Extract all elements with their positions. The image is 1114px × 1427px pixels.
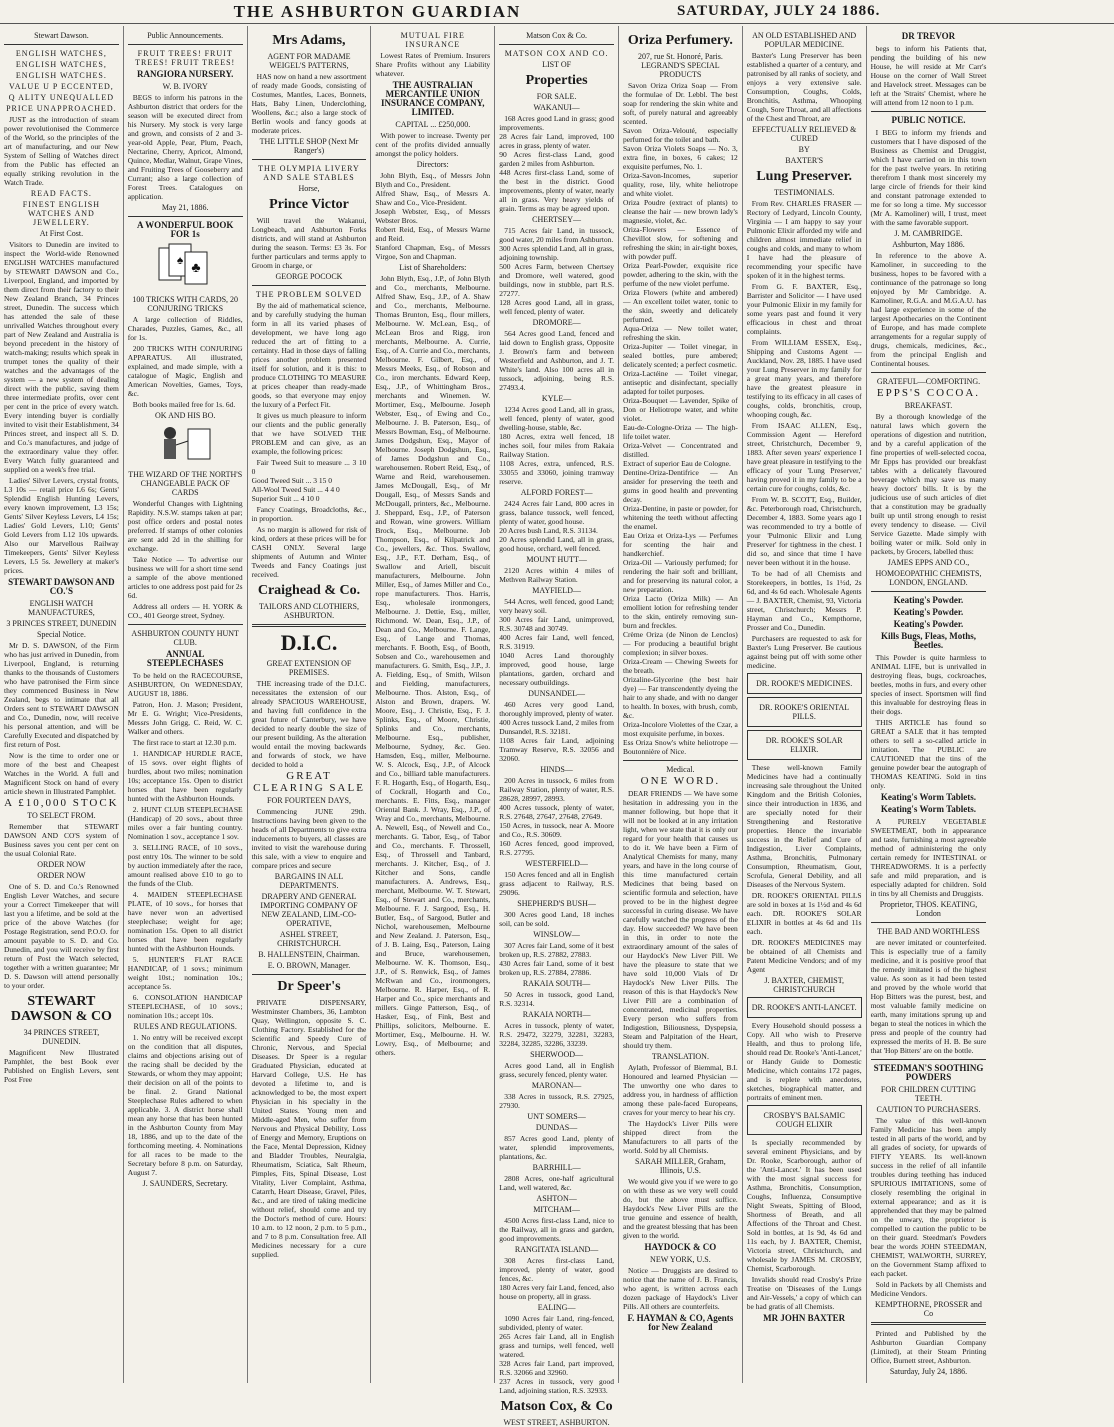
ad-heading: ASHBURTON COUNTY HUNT CLUB. xyxy=(131,629,239,647)
column-8 xyxy=(867,26,991,1383)
ad-subheading: FOR SALE. xyxy=(536,92,577,101)
ad-heading: CLEARING SALE xyxy=(253,782,365,794)
district-heading: RANGITATA ISLAND— xyxy=(514,1245,599,1254)
district-heading: WINSLOW— xyxy=(533,930,580,939)
paragraph: In reference to the above A. Kamoliner, in succeeding to the business, hopes to be favored with a continuance of the patronage so long enjoyed by Mr Cambridge. A. Kamoliner, R.G.A. and M.G.A.U. has had large experience in some of the largest Apothecaries on the Continent of Europe, and has made complete arrangements for a regular supply of drugs, chemicals, medicines, &c., from the principal English and Continental houses. xyxy=(870,251,987,368)
ad-heading: GREAT xyxy=(286,770,332,782)
ad-signature: SARAH MILLER, Graham, Illinois, U.S. xyxy=(635,1157,726,1175)
paragraph: THIS ARTICLE has found so GREAT a SALE that it has tempted others to sell a so-called article in imitation. The PUBLIC are CAUTIONED that the tins of the genuine powder bear the autograph of THOMAS KEATING. Sold in tins only. xyxy=(870,718,987,790)
paragraph: Commencing JUNE 29th. Instructions having been given to the heads of all Departments to give extra inducements to buyers, all classes are invited to visit the warehouse during this sale, with a view to enquire and compare prices and secure xyxy=(251,807,367,870)
paragraph: A PURELY VEGETABLE SWEETMEAT, both in appearance and taste, furnishing a most agreeable method of administering the only certain remedy for INTESTINAL or THREADWORMS. It is a perfectly safe and mild preparation, and is especially adapted for children. Sold in tins by all Chemists and Druggists. xyxy=(870,817,987,898)
paragraph: Invalids should read Crosby's Prize Treatise on 'Diseases of the Lungs and Air-Vessels,' a copy of which can be had gratis of all Chemists. xyxy=(746,1275,862,1311)
paragraph: HAS now on hand a new assortment of ready made Goods, consisting of Costumes, Mantles, Laces, Bonnets, Hats, Baby Linen, Underclothing, Woollens, &c.; also a large stock of Berlin wools and fancy goods at moderate prices. xyxy=(251,72,367,135)
ad-heading: PUBLIC NOTICE. xyxy=(891,115,966,125)
ad-subheading: EFFECTUALLY RELIEVED & CURED xyxy=(752,125,857,143)
ad-subheading: TO SELECT FROM. xyxy=(27,811,96,820)
ad-heading: A £10,000 STOCK xyxy=(4,797,119,809)
ad-heading: MATSON COX AND CO. xyxy=(504,49,609,58)
col5-heading: Matson Cox & Co. xyxy=(526,31,588,40)
paragraph: Address all orders — H. YORK & CO., 401 George street, Sydney. xyxy=(127,602,243,620)
ad-heading: ORDER NOW xyxy=(37,860,86,869)
paragraph: Mr D. S. DAWSON, of the Firm who has just arrived in Dunedin, from Liverpool, England, is returning thanks to the thousands of Customers who have patronised the Firm since they commenced Business in New Zealand, begs to intimate that all Orders sent to STEWART DAWSON and Co., Dunedin, now, will receive his personal attention, and will be Carefully Executed and dispatched by first return of Post. xyxy=(4,641,119,749)
ad-subheading: CAPITAL ... £250,000. xyxy=(395,120,471,129)
ad-heading: Special Notice. xyxy=(36,630,86,639)
ad-heading: Prince Victor xyxy=(269,197,349,212)
property-list: 2120 Acres within 4 miles of Methven Railway Station. xyxy=(499,566,614,584)
paragraph: THE increasing trade of the D.I.C. necessitates the extension of our already SPACIOUS WAREHOUSE, and having full confidence in the great future of Canterbury, we have decided to nearly double the size of our present building. As the alteration would entail the moving backwards and forwards of stock, we have decided to hold a xyxy=(251,679,367,769)
ad-heading: STEEDMAN'S SOOTHING POWDERS xyxy=(873,1063,984,1082)
paragraph: 5. HUNTER'S FLAT RACE HANDICAP, of 1 sovs.; minimum weight 10st.; nomination 10s.; acceptance 5s. xyxy=(127,955,243,991)
col2-heading: Public Announcements. xyxy=(147,31,224,40)
product-list: Savon Oriza Oriza Soap — From the formulae of Dr. Lebbl. The best soap for rendering the skin white and soft, of purely natural and agreeably scented. Savon Oriza-Velouté, especially perfumed for the toilet and bath. Savon Oriza Violets Soaps — No. 3, extra fine, in boxes, 6 cakes; 12 exquisite perfumes, No. 1. Oriza-Savon-Incomes, superior quality, rose, lily, white heliotrope and white violet. Oriza Poudre (extract of plants) to cleanse the hair — new brown lady's magnesie, violet, &c. Oriza-Flowers — Essence of Chevillot slow, for softening and refreshing the skin; in air-tight boxes, with powder puff. Oriza Pearl-Powder, exquisite rice powder, adhering to the skin, with the perfume of the new violet perfume. Oriza Flowers (white and ambered) — An excellent toilet water, tonic to the skin, sweetly and delicately perfumed. Aqua-Oriza — New toilet water, refreshing the skin. Oriza-Jupiter — Toilet vinegar, in sealed bottles, pure ambered; delicately scented; a perfect cosmetic. Oriza-Lactéine — Toilet vinegar, antiseptic and disinfectant, specially adapted for toilet purposes. Oriza-Bouquet — Lavender, Spike of Don or Heliotrope water, and white violet. Eau-de-Cologne-Oriza — The high-life toilet water. Oriza-Velvet — Concentrated and distilled. Extract of superior Eau de Cologne. Dentine-Oriza-Dentifrice — An ansider for preserving the teeth and gums in good health and preventing decay. Oriza-Dentine, in paste or powder, for whitening the teeth without affecting the enamel. Eau Oriza et Oriza-Lys — Perfumes for scenting the hair and handkerchief. Oriza-Oil — Variously perfumed; for rendering the hair soft and brilliant, and for preserving its natural color, a new preparation. Oriza Lacto (Oriza Milk) — An emollient lotion for refreshing tender to the skin, entirely removing sun-burn and freckles. Crème Oriza (de Ninon de Lenclos) — For producing a beautiful bright complexion; in silver boxes. Oriza-Cream — Chewing Sweets for the breath. Orizaline-Glycerine (the best hair dye) — Far transcendently dyeing the hair to any shade, and with no danger to health. In boxes, with brush, comb, &c. Oriza-Incolore Violettes of the Czar, a most exquisite perfume, in boxes. Ess Oriza Snow's white heliotrope — Boutonnière of Nice. xyxy=(622,81,738,756)
paragraph: Baxter's Lung Preserver has been established a quarter of a century, and patronised by all ranks of society, and enjoys a very extensive sale. Consumption, Coughs, Colds, Bronchitis, Asthma, Whooping Cough, Sore Throat, and all affections of the Chest and Throat, are xyxy=(746,51,862,123)
ad-address: 3 PRINCES STREET, DUNEDIN xyxy=(6,619,117,628)
district-heading: SHERWOOD— xyxy=(530,1050,584,1059)
ad-signature: KEMPTHORNE, PROSSER and Co xyxy=(875,1300,982,1318)
paragraph: 1. No entry will be received except on the condition that all disputes, claims and objections arising out of the racing shall be decided by the Stewards, or whom they may appoint; their decision on all of the points to be final. 2. Grand National Steeplechase Rules adhered to when applicable. 3. A district horse shall mean any horse that has been hunted in the Ashburton County from May 18, 1886, and up to the date of the forthcoming meeting. 4. Nominations for all races to be made to the Secretary before 8 p.m. on Saturday, August 7. xyxy=(127,1033,243,1177)
paragraph: These well-known Family Medicines have had a continually increasing sale throughout the United Kingdom and the British Colonies, since their introduction in 1836, and are specially noted for their Strengthening and Restorative properties. Hence the invariable success in the Relief and Cure of Indigestion, Liver Complaints, Asthma, Bronchitis, Pulmonary Consumption, Rheumatism, Gout, Scrofula, General Debility, and all Diseases of the Nervous System. xyxy=(746,763,862,889)
property-list: Acres good Land, all in English grass, securely fenced, plenty water. xyxy=(499,1061,614,1079)
paragraph: 1. HANDICAP HURDLE RACE, of 15 sovs. over eight flights of hurdles, about two miles; nomination 10s; acceptance 15s. Open to district horses that have been regularly hunted with the Ashburton Hounds. xyxy=(127,749,243,803)
column-4 xyxy=(371,26,495,1383)
col1-line: ENGLISH WATCHES, xyxy=(15,60,107,69)
ad-subheading: Directors: xyxy=(416,160,449,169)
ad-heading: Keating's Worm Tablets. xyxy=(880,792,977,802)
ad-signature: Proprietor, THOS. KEATING, London xyxy=(879,900,978,918)
ad-heading: Dr Speer's xyxy=(277,979,341,994)
column-6 xyxy=(619,26,743,1383)
ad-heading: STEWART DAWSON AND CO.'S xyxy=(8,577,115,596)
paragraph: From G. F. BAXTER, Esq., Barrister and Solicitor — I have used your Pulmonic Elixir in my family for some years past and found it very efficacious in chest and throat complaints. xyxy=(746,282,862,336)
ad-heading: Keating's Worm Tablets. xyxy=(880,804,977,814)
ad-subheading: TESTIMONIALS. xyxy=(774,188,835,197)
ad-heading: ONE WORD. xyxy=(640,775,721,787)
ad-heading: MUTUAL FIRE INSURANCE xyxy=(400,31,465,49)
district-heading: WAKANUI— xyxy=(533,103,580,112)
district-heading: WESTERFIELD— xyxy=(525,859,588,868)
col1-line: PRICE UNAPPROACHED. xyxy=(6,104,117,113)
ad-address: HOMOEOPATHIC CHEMISTS, LONDON, ENGLAND. xyxy=(875,569,982,587)
property-list: 168 Acres good Land in grass; good improvements. 28 Acres fair Land, improved, 100 acres in grass, plenty of water. 90 Acres first-class Land, good garden 2 miles from Ashburton. 448 Acres first-class Land, some of the best in the district. Good improvements, plenty of water, nearly all in grass. Very heavy yields of grain. Terms as may be agreed upon. xyxy=(499,114,614,213)
issue-date: SATURDAY, JULY 24 1886. xyxy=(676,3,881,19)
property-list: 460 Acres very good Land, thoroughly improved, plenty of water. 400 Acres tussock Land, 2 miles from Dunsandel, R.S. 32181. 1108 Acres fair Land, adjoining Tramway Reserve, R.S. 32056 and 32060. xyxy=(499,700,614,763)
rooke-box xyxy=(747,697,862,727)
ad-heading: DR TREVOR xyxy=(901,31,956,41)
paragraph: Now is the time to order one or more of the best and Cheapest Watches in the World. A full and Magnificent Stock on hand of every article shewn in Illustrated Pamphlet. xyxy=(4,751,119,796)
property-list: 1234 Acres good Land, all in grass, well fenced, plenty of water, good dwelling-house, stable, &c. 180 Acres, extra well fenced, 18 inches soil, four miles from Rakaia Railway Station. 1108 Acres, extra, unfenced, R.S. 33055 and 33060, joining tramway reserve. xyxy=(499,405,614,486)
ad-subheading: LIST OF xyxy=(542,60,572,69)
ad-heading: Oriza Perfumery. xyxy=(627,33,733,48)
district-heading: UNT SOMERS— xyxy=(527,1112,586,1121)
paragraph: DR. ROOKE'S ORIENTAL PILLS are sold in boxes at 1s 1½d and 4s 6d each. DR. ROOKE'S SOLAR ELIXIR in bottles at 4s 6d and 11s each. xyxy=(746,891,862,936)
property-list: 1090 Acres fair Land, ring-fenced, subdivided, plenty of water. 265 Acres fair Land, all in English grass and turnips, well fenced, well watered. 328 Acres fair Land, part improved, R.S. 32066 and 32960. 237 Acres in tussock, very good Land, adjoining station, R.S. 32933. xyxy=(499,1314,614,1395)
property-list: 857 Acres good Land, plenty of water, splendid improvements, plantations, &c. xyxy=(499,1134,614,1161)
paragraph: This Powder is quite harmless to ANIMAL LIFE, but is unrivalled in destroying fleas, bugs, cockroaches, beetles, moths in furs, and every other species of insect. Sportsmen will find this invaluable for destroying fleas in their dogs. xyxy=(870,653,987,716)
property-list: 564 Acres good Land, fenced and laid down to English grass, Opposite J. Brown's farm and between Westerfield and Ashburton, and J. T. White's land. Also 100 acres all in tussock, adjoining, being R.S. 27493.4. xyxy=(499,329,614,392)
district-heading: MOUNT HUTT— xyxy=(526,555,587,564)
paragraph: Is specially recommended by several eminent Physicians, and by Dr. Rooke, Scarborough, author of the 'Anti-Lancet.' It has been used with the most signal success for Asthma, Bronchitis, Consumption, Coughs, Influenza, Consumptive Night Sweats, Spitting of Blood, Shortness of Breath, and all Affections of the Throat and Chest. Sold in bottles, at 1s 9d, 4s 6d and 11s each, by J. BAXTER, Chemist, Victoria street, Christchurch, and wholesale by JAMES M. CROSBY, Chemist, Scarborough. xyxy=(746,1138,862,1273)
col1-line: ENGLISH WATCHES, xyxy=(15,49,107,58)
price-list: Fair Tweed Suit to measure ... 3 10 0 Good Tweed Suit ... 3 15 0 All-Wool Tweed Suit ... 4 4 0 Superior Suit ... 4 10 0 xyxy=(251,458,367,503)
paragraph: It gives us much pleasure to inform our clients and the public generally that we have SOLVED THE PROBLEM and can give, as an example, the following prices: xyxy=(251,411,367,456)
ad-signature: J. SAUNDERS, Secretary. xyxy=(142,1179,228,1188)
directors-list: John Blyth, Esq., of Messrs John Blyth and Co., President. Alfred Shaw, Esq., of Messrs A. Shaw and Co., Vice-President. Joseph Webster, Esq., of Messrs Webster Bros. Robert Reid, Esq., of Messrs Warne and Reid. Stanford Chapman, Esq., of Messrs Virgoe, Son and Chapman. xyxy=(375,171,491,261)
ad-subheading: ENGLISH WATCH MANUFACTURES, xyxy=(28,599,95,617)
ad-signature: MR JOHN BAXTER xyxy=(763,1313,846,1323)
col1-heading: READ FACTS. xyxy=(30,189,92,198)
column-7 xyxy=(743,26,867,1383)
paragraph: From W. B. SCOTT, Esq., Builder, &c. Peterborough road, Christchurch, December 4, 1883. Some years ago I was recommended to try a bottle of your 'Pulmonic Elixir and Lung Preserver' for tightness in the chest. I did so, and since that time I have never been without it in the house. xyxy=(746,495,862,567)
paragraph: From Rev. CHARLES FRASER — Rectory of Ledyard, Lincoln County, Virginia — I am happy to say your Pulmonic Elixir afforded my wife and children almost immediate relief in coughs and colds, and many to whom I have had the pleasure of recommending your specific have spoken of it in the highest terms. xyxy=(746,199,862,280)
col1-line: ENGLISH WATCHES. xyxy=(15,71,107,80)
paragraph: are never imitated or counterfeited. This is especially true of a family medicine, and it is positive proof that the remedy imitated is of the highest value. As soon as it had been tested and proved by the whole world that Hop Bitters was the purest, best, and most valuable family medicine on earth, many imitations sprung up and began to steal the notices in which the press and people of the country had expressed the merits of H. B. Be sure that 'Hop Bitters' are on the bottle. xyxy=(870,938,987,1055)
district-heading: MAYFIELD— xyxy=(532,586,581,595)
ad-heading: RULES AND REGULATIONS. xyxy=(133,1022,237,1031)
paragraph: Lowest Rates of Premium. Insurers Share Profits without any Liability whatever. xyxy=(375,51,491,78)
ad-heading: GRATEFUL—COMFORTING. xyxy=(876,377,981,386)
paragraph: We would give you if we were to go on with these as we very well could do, but the above must suffice. Haydock's New Liver Pills are the true genuine and essence of health, and the greatest blessing that has been given to the world. xyxy=(622,1177,738,1240)
ad-heading: ORDER NOW xyxy=(37,871,86,880)
paragraph: Patron, Hon. J. Mason; President, Mr E. G. Wright; Vice-Presidents, Messrs John Grigg, C. Reid, W. C. Walker and others. xyxy=(127,700,243,736)
paragraph: Remember that STEWART DAWSON AND CO'S system of Business saves you cent per cent on the usual Colonial Rate. xyxy=(4,822,119,858)
paragraph: 4. MAIDEN STEEPLECHASE PLATE, of 10 sovs., for horses that have never won an advertised steeplechase; weight for age; nomination 15s. Open to all district horses that have been regularly hunted with the Ashburton Hounds. xyxy=(127,890,243,953)
paragraph: 200 TRICKS WITH CONJURING APPARATUS. All illustrated, explained, and made simple, with a catalogue of Magic, English and American Novelties, Games, Toys, &c. xyxy=(127,344,243,398)
svg-text:♣: ♣ xyxy=(191,261,201,276)
property-list: 308 Acres first-class Land, improved, plenty of water, good fences, &c. 180 Acres very fair Land, fenced, also house on property, all in grass. xyxy=(499,1256,614,1301)
column-2 xyxy=(124,26,248,1383)
ad-heading: Keating's Powder. xyxy=(893,619,964,629)
ad-heading: Keating's Powder. xyxy=(893,595,964,605)
paragraph: The first race to start at 12.30 p.m. xyxy=(132,738,237,747)
ad-address: 34 PRINCES STREET, DUNEDIN. xyxy=(23,1028,100,1046)
ad-address: WEST STREET, ASHBURTON. xyxy=(503,1418,610,1427)
paragraph: JUST as the introduction of steam power revolutionised the Commerce of the World, so the principles of the art of manufacturing, and our New System of Selling of Watches direct from the Public has effected an equally striking revolution in the Watch Trade. xyxy=(4,115,119,187)
ad-heading: THE OLYMPIA LIVERY AND SALE STABLES xyxy=(258,164,360,182)
paragraph: The value of this well-known Family Medicine has been amply tested in all parts of the world, and by all grades of society, for upwards of FIFTY YEARS. Its well-known success in the relief of all infantile troubles during teething has induced SPURIOUS IMITATIONS, some of closely resembling the original in external appearance; and as it is apprehended that they may be palmed on the unwary, the proprietor is compelled to caution the public to be on their guard. Steedman's Powders bear the words JOHN STEEDMAN, CHEMIST, WALWORTH, SURREY, on the Government Stamp affixed to each packet. xyxy=(870,1116,987,1278)
ad-date: Ashburton, May 1886. xyxy=(892,240,965,249)
ad-heading: DR. ROOKE'S SOLAR ELIXIR. xyxy=(765,736,843,754)
ad-heading: Craighead & Co. xyxy=(257,583,361,598)
ad-subheading: BY xyxy=(798,145,810,154)
ad-heading: CROSBY'S BALSAMIC COUGH ELIXIR xyxy=(763,1111,845,1129)
paragraph: Purchasers are requested to ask for Baxter's Lung Preserver. Be cautious against being put off with some other medicine. xyxy=(746,634,862,670)
district-heading: RAKAIA NORTH— xyxy=(522,1010,591,1019)
property-list: 2808 Acres, one-half agricultural Land, well watered, &c. xyxy=(499,1174,614,1192)
ad-subheading: 100 TRICKS WITH CARDS, 20 CONJURING TRICKS xyxy=(132,295,239,313)
paragraph: Every Household should possess a Copy. All who wish to Preserve Health, and thus to prolong life, should read Dr. Rooke's 'Anti-Lancet,' or Handy Guide to Domestic Medicine, which contains 172 pages, and is replete with anecdotes, sketches, biographical matter, and portraits of eminent men. xyxy=(746,1021,862,1102)
ad-subheading: BAXTER'S xyxy=(785,156,824,165)
ad-signature: F. HAYMAN & CO, Agents for New Zealand xyxy=(627,1313,734,1332)
shareholders-list: John Blyth, Esq., J.P., of John Blyth and Co., merchants, Melbourne. Alfred Shaw, Esq., J.P., of A. Shaw and Co., merchants, Melbourne. Thomas Brunton, Esq., flour millers, Melbourne. W. McLean, Esq., of McLean Bros and Rigg, iron merchants, Melbourne. A. Currie, Esq., of A. Currie and Co., merchants, Melbourne. F. Gilbert, Esq., of Messrs Meeks, Esq., of Robson and Co., iron merchants. Edward Keep, Esq., J.P., of Whittingham Bros., merchants and Winemen. W. Mortimer, Esq., Melbourne. Joseph Webster, Esq., of Ewing and Co., Melbourne. J. B. Paterson, Esq., of Messrs Bowman, Esq., of Melbourne. James Dodgshun, Esq., Mayor of Melbourne. Joseph Dodgshun, Esq., of James Dodgshun and Co., warehousemen. Robert Reid, Esq., of Warne and Reid, warehousemen. James McDougall, Esq., of Mr Dougall, Esq., of Messrs Sands and McDougall, printers, &c., Melbourne. J. Sheppard, Esq., J.P., of Paterson and Rowan, wine growers. William Brock, Esq., Melbourne. Job Thompson, Esq., of Kilpatrick and Co., jewellers, &c. Thos. Swallow, Esq., J.P., F.T. Derham, Esq., of Swallow and Ariell, biscuit manufacturers, Melbourne. John Miller, Esq., of James Miller and Co., rope manufacturers. Thos. Harris, Esq., wholesale ironmongers, Melbourne. J. Dettie, Esq., miller, Richmond. W. Dean, Esq., J.P., of Dean and Co., Melbourne. F. Lange, Esq., of Lange and Thomas, merchants. F. Booth, Esq., of Booth, Sobsen and Co., warehousemen and manufacturers. G. Smith, Esq., J.P., J. A. Fielding, Esq., of Smith, Wilson and Fielding, manufacturers, Melbourne. Thos. Alston, Esq., of Alston and Brown, drapers. W. Moore, Esq., J. Christie, Esq., F. J. Splinks, Esq., of Moore, Christie, Splinks and Co., merchants, Melbourne. Esq., publisher, Melbourne, Sydney, &c. Geo. Hamsden, Esq., miller, Melbourne. W. S. Alcock, Esq., J.P., of Alcock and Co., billiard table manufacturers. F. R. Hogarth, Esq., of Hogarth, Esq., of Cockrall, Hogarth and Co., merchants. E. Fitts, Esq., manager Oriental Bank. J. Wray, Esq., J.P., of Wray and Co., merchants, Melbourne. A. Newell, Esq., of Newell and Co., merchants. G. Tabor, Esq., of Tabor and Co., merchants. F. Throssell, Esq., of Throssell and Tanbard, merchants. J. Kitcher, Esq., of J. Kitcher and Sons, candle manufacturers. A. Andrews, Esq., merchant, Melbourne. W. T. Stewart, Esq., of Stewart and Co., merchants, Melbourne. F. J. Sargood, Esq., H. Butler, Esq., of Sargood, Butler and Nichol, warehousemen, Melbourne and New Zealand. J. Paterson, Esq., of J. B. Laing, Esq., Paterson, Laing and Bruce, warehousemen, Melbourne. W. K. Thomson, Esq., J.P., of S. Renwick, Esq., of James McRwan and Co., ironmongers, Melbourne. R. Harper, Esq., of R. Harper and Co., spice merchants and millers. Ginge Patterson, Esq., of Hasker, Esq., of Fink, Best and Phillips, solicitors, Melbourne. E. Mortimer, Esq., Melbourne. H. W. Lowry, Esq., of Melbourne; and others. xyxy=(375,274,491,1057)
property-list: 544 Acres, well fenced, good Land; very heavy soil. 300 Acres fair Land, unimproved, R.S. 30748 and 30749. 400 Acres fair Land, well fenced, R.S. 31919. 1040 Acres Land thoroughly improved, good house, large plantations, garden, orchard and necessary outbuildings. xyxy=(499,597,614,687)
ad-heading: A WONDERFUL BOOK FOR 1s xyxy=(137,220,234,239)
rooke-box xyxy=(747,673,862,694)
paragraph: begs to inform his Patients that, pending the building of his new House, he will reside at Mr Carr's House on the corner of Wall Street and Havelock street. Messages can be left at the 'Straits' Chemist, where he will attend from 12 noon to 1 p.m. xyxy=(870,44,987,107)
ad-heading: DR. ROOKE'S MEDICINES. xyxy=(756,679,853,688)
ad-heading: AN OLD ESTABLISHED AND POPULAR MEDICINE. xyxy=(752,31,857,49)
ad-heading: FRUIT TREES! FRUIT TREES! FRUIT TREES! xyxy=(135,49,236,67)
crosby-box xyxy=(747,1105,862,1135)
column-3 xyxy=(248,26,372,1383)
ad-subheading: BARGAINS IN ALL DEPARTMENTS. xyxy=(274,872,344,890)
ad-heading: Lung Preserver. xyxy=(756,169,852,184)
ad-address: NEW YORK, U.S. xyxy=(650,1255,711,1264)
ad-subheading: GREAT EXTENSION OF PREMISES. xyxy=(266,659,352,677)
ad-heading: THE AUSTRALIAN MERCANTILE UNION INSURANCE COMPANY, LIMITED. xyxy=(381,80,485,117)
paragraph: BEGS to inform his patrons in the Ashburton district that orders for the season will be executed direct from his Nursery. My stock is very large and grown, and consists of 2 and 3-year-old Apple, Pear, Plum, Peach, Nectarine, Cherry, Apricot, Almond, Quince, Medlar, Walnut, Grape Vines, and Fruiting Trees of Gooseberry and Currant; also a large collection of Forest Trees. Catalogues on application. xyxy=(127,93,243,201)
wizard-illustration xyxy=(128,423,243,467)
ad-heading: Mrs Adams, xyxy=(272,33,346,48)
ad-signature: GEORGE POCOCK xyxy=(275,272,343,281)
paragraph: Wonderful Changes with Lightning Rapidity. N.S.W. stamps taken at par; post office orders and postal notes preferred. If stamps of other colonies are sent add 2d in the shilling for exchange. xyxy=(127,499,243,553)
ad-subheading: BREAKFAST. xyxy=(904,401,953,410)
wizard-figure-icon xyxy=(150,423,220,467)
ad-subheading: W. B. IVORY xyxy=(162,82,208,91)
district-heading: DROMORE— xyxy=(532,318,581,327)
ad-subheading: CAUTION TO PURCHASERS. xyxy=(876,1105,981,1114)
paragraph: By a thorough knowledge of the natural laws which govern the operations of digestion and nutrition, and by a careful application of the fine properties of well-selected cocoa, Mr Epps has provided our breakfast tables with a delicately flavoured beverage which may save us many heavy doctors' bills. It is by the judicious use of such articles of diet that a constitution may be gradually built up until strong enough to resist every tendency to disease. — Civil Service Gazette. Made simply with boiling water or milk. Sold only in packets, by Grocers, labelled thus: xyxy=(870,412,987,556)
district-heading: DUNDAS— xyxy=(535,1123,578,1132)
property-list: 2424 Acres fair Land, 800 acres in grass, balance tussock, well fenced, plenty of water, good house. 20 Acres bush Land, R.S. 31134. 20 Acres splendid Land, all in grass, good house, orchard, well fenced. xyxy=(499,499,614,553)
paragraph: Take Notice — To advertise our business we will for a short time send a sample of the above mentioned articles to one address post paid for 2s 6d. xyxy=(127,555,243,600)
ad-heading: ANNUAL STEEPLECHASES xyxy=(146,649,224,668)
section-heading: Medical. xyxy=(666,765,695,774)
district-heading: CHERTSEY— xyxy=(532,215,582,224)
paragraph: Fancy Coatings, Broadcloths, &c., in proportion. xyxy=(251,505,367,523)
ad-subheading: FOR FOURTEEN DAYS, xyxy=(267,796,351,805)
paragraph: To be had of all Chemists and Storekeepers, in bottles, 1s 1½d, 2s 6d, and 4s 6d each. Wholesale Agents — J. BAXTER, Chemist, 93, Victoria street, Christchurch; Messrs P. Hayman and Co., Kempthorne, Prosser and Co., Dunedin. xyxy=(746,569,862,632)
property-list: 200 Acres in tussock, 6 miles from Railway Station, plenty of water, R.S. 28628, 28997, 28993. 400 Acres tussock, plenty of water, R.S. 27648, 27647, 27648, 27649. 150 Acres, in tussock, near A. Moore and Co., R.S. 30609. 160 Acres fenced, good improved, R.S. 27795. xyxy=(499,776,614,857)
card-illustration xyxy=(128,242,243,292)
ad-heading: THE PROBLEM SOLVED xyxy=(255,290,363,299)
ad-heading: Properties xyxy=(525,73,588,88)
paragraph: By the aid of mathematical science, and by carefully studying the human form in all its varied phases of development, we have long ago reduced the art of fitting to a certainty. Had in those days of falling prices another problem presented itself for solution, and it is this: to produce CLOTHING TO MEASURE at prices cheaper than ready-made goods, so that everyone may enjoy the luxury of a Perfect Fit. xyxy=(251,301,367,409)
paragraph: 3. SELLING RACE, of 10 sovs., post entry 10s. The winner to be sold by auction immediately after the race, amount realised above £10 to go to the funds of the Club. xyxy=(127,843,243,888)
ad-heading: DR. ROOKE'S ANTI-LANCET. xyxy=(751,1003,857,1012)
ad-heading: DR. ROOKE'S ORIENTAL PILLS. xyxy=(759,703,850,721)
paragraph: DR. ROOKE'S MEDICINES may be obtained of all Chemists and Patent Medicine Vendors; and of my Agent xyxy=(746,938,862,974)
paragraph: Will travel the Wakanui, Longbeach, and Ashburton Forks districts, and will stand at Ashburton during the season. Terms: £3 3s. For further particulars and terms apply to Groom in charge, or xyxy=(251,216,367,270)
paragraph: Both books mailed free for 1s. 6d. xyxy=(132,400,236,409)
paragraph: Notice — Druggists are desired to notice that the name of J. B. Francis, who agent, is written across each dozen package of Haydock's Liver Pills. All others are counterfeits. xyxy=(622,1266,738,1311)
ad-signature: J. BAXTER, CHEMIST, CHRISTCHURCH xyxy=(764,976,844,994)
district-heading: HINDS— xyxy=(540,765,573,774)
district-heading: RAKAIA SOUTH— xyxy=(522,979,591,988)
ad-subheading: TRANSLATION. xyxy=(651,1052,709,1061)
paragraph: From WILLIAM ESSEX, Esq., Shipping and Customs Agent — Auckland, Nov. 28, 1885. I have used your Lung Preserver in my family for a great many years, and therefore have the greatest pleasure in testifying to its efficacy in all cases of coughs, colds, bronchitis, croup, whooping cough, &c. xyxy=(746,338,862,419)
paragraph: Sold in Packets by all Chemists and Medicine Vendors. xyxy=(870,1280,987,1298)
paragraph: Aylath, Professor of Biemmal, B.I. Honoured and learned Physician — The unworthy one who dares to address you, in hardness of affliction among these pale-faced Europeans, craves for your mercy to hear his cry. xyxy=(622,1063,738,1117)
ad-heading: Keating's Powder. xyxy=(893,607,964,617)
col1-heading: At First Cost. xyxy=(39,229,84,238)
column-1 xyxy=(0,26,124,1383)
ad-subheading: 207, rue St. Honoré, Paris. LEGRAND'S SPECIAL PRODUCTS xyxy=(637,52,723,79)
paragraph: One of S. D. and Co.'s Renowned English Lever Watches, and secure your a Correct Timekeeper that will last you a lifetime, and be sold at the price of the above Watches (for Postage Registration, send P.O.O. for amount payable to S. D. and Co. Dunedin, and you will receive by first return of Post the Watch selected, together with a written guarantee; Mr D. S. Dawson will attend personally to your order. xyxy=(4,882,119,990)
col1-heading: Stewart Dawson. xyxy=(34,31,89,40)
ad-heading: HAYDOCK & CO xyxy=(644,1242,717,1252)
property-list: 307 Acres fair Land, some of it best broken up, R.S. 27882, 27883. 430 Acres fair Land, some of it best broken up, R.S. 27884, 27886. xyxy=(499,941,614,977)
ad-subheading: List of Shareholders: xyxy=(399,263,467,272)
ad-subheading: AGENT FOR MADAME WEIGEL'S PATTERNS, xyxy=(267,52,351,70)
property-list: 715 Acres fair Land, in tussock, good water, 20 miles from Ashburton. 300 Acres splendid Land, all in grass, adjoining township. 500 Acres Farm, between Chertsey and Dromore, well watered, good buildings, now in stubble, part R.S. 27277. 128 Acres good Land, all in grass, well fenced, plenty of water. xyxy=(499,226,614,316)
imprint-date: Saturday, July 24, 1886. xyxy=(889,1367,968,1376)
lancet-box xyxy=(747,997,862,1018)
ad-heading: STEWART DAWSON & CO xyxy=(10,994,112,1024)
paragraph: From ISAAC ALLEN, Esq., Commission Agent — Hereford street, Christchurch, December 9, 1883. After seven years' experience I have great pleasure in testifying to the efficacy of your 'Lung Preserver,' having proved it in my family to be a certain cure for coughs, colds, &c. xyxy=(746,421,862,493)
property-list: 4500 Acres first-class Land, nice to the Railway, all in grass and garden, good improvements. xyxy=(499,1216,614,1243)
district-heading: DUNSANDEL— xyxy=(528,689,586,698)
col1-line: Q ALITY UNEQUALLED xyxy=(8,93,115,102)
ad-heading: Matson Cox, & Co xyxy=(500,1399,613,1414)
district-heading: ALFORD FOREST— xyxy=(520,488,593,497)
property-list: 150 Acres fenced and all in English grass adjacent to Railway, R.S. 29096. xyxy=(499,870,614,897)
ad-signature: B. HALLENSTEIN, Chairman. xyxy=(258,950,360,959)
ad-subheading: DRAPERY AND GENERAL IMPORTING COMPANY OF NEW ZEALAND, LIM.-CO-OPERATIVE, xyxy=(260,892,358,928)
ad-subheading: OK AND HIS BO. xyxy=(154,411,216,420)
paragraph: 2. HUNT CLUB STEEPLECHASE (Handicap) of 20 sovs., about three miles over a fair hunting country. Nomination 1 sov., acceptance 1 sov. xyxy=(127,805,243,841)
paragraph: The Haydock's Liver Pills were shipped direct from the Manufacturers to all parts of the world. Sold by all Chemists. xyxy=(622,1119,738,1155)
paragraph: With power to increase. Twenty per cent of the profits divided annually amongst the policy holders. xyxy=(375,131,491,158)
district-heading: ASHTON— xyxy=(536,1194,577,1203)
ad-subheading: Horse, xyxy=(298,184,320,193)
ad-date: May 21, 1886. xyxy=(161,203,209,212)
district-heading: MARONAN— xyxy=(531,1081,582,1090)
property-list: 300 Acres good Land, 18 inches soil, can be sold. xyxy=(499,910,614,928)
ad-subheading: Kills Bugs, Fleas, Moths, Beetles. xyxy=(880,631,976,650)
newspaper-title: THE ASHBURTON GUARDIAN xyxy=(233,1,522,21)
ad-heading: D.I.C. xyxy=(280,630,338,655)
district-heading: KYLE— xyxy=(541,394,572,403)
paragraph: A large collection of Riddles, Charades, Puzzles, Games, &c., all for 1s. xyxy=(127,315,243,342)
district-heading: EALING— xyxy=(537,1303,576,1312)
ad-heading: THE BAD AND WORTHLESS xyxy=(877,927,980,936)
ad-heading: EPPS'S COCOA. xyxy=(876,387,981,399)
paragraph: 6. CONSOLATION HANDICAP STEEPLECHASE, of 10 sovs.; nomination 10s.; accept 10s. xyxy=(127,993,243,1020)
ad-signature: JAMES EPPS AND CO., xyxy=(887,558,970,567)
ad-subheading: FOR CHILDREN CUTTING TEETH. xyxy=(880,1085,977,1103)
rooke-box xyxy=(747,730,862,760)
ad-subheading: TAILORS AND CLOTHIERS, ASHBURTON. xyxy=(258,602,359,620)
paragraph: DEAR FRIENDS — We have some hesitation in addressing you in the manner following, but hope that it will not be looked at in any irritation light, when we state that it is only our regard for your health that causes us to do it. We have been a Firm of Analytical Chemists for many, many years, and have in the long course of this time manufactured certain Medicines that being based on scientific formula and selection, have proved to be in the highest degree successful in curing disease. We have carefully watched the progress of the day. How succeeded? We have been in this, in order to note the extraordinary amount of the sales of our Haydock's New Liver Pill. We have the pleasure to state that we have sold 10,000 Vials of Dr Haydock's New Liver Pills. The reason of this is that Haydock's New Liver Pill are a combination of concentrated, medicinal properties. Every person who suffers from Indigestion, Biliousness, Dyspepsia, Steam and Palpitation of the Heart, should try them. xyxy=(622,789,738,1050)
column-5 xyxy=(495,26,619,1427)
paragraph: I BEG to inform my friends and customers that I have disposed of the Business as Chemist and Druggist, which I have carried on in this town for the past twelve years. In retiring therefrom I thank most sincerely my large circle of friends for their kind and constant patronage extended to me for so long a time. My successor (Mr A. Kamoliner) will, I trust, meet with the same favorable support. xyxy=(870,128,987,227)
ad-signature: J. M. CAMBRIDGE. xyxy=(894,229,963,238)
district-heading: BARRHILL— xyxy=(532,1163,581,1172)
paragraph: Magnificent New Illustrated Pamphlet, the best Book ever Published on English Levers, sent Post Free xyxy=(4,1048,119,1084)
property-list: Acres in tussock, plenty of water, R.S. 29472, 32279, 32281, 32283, 32284, 32285, 32286, 33239. xyxy=(499,1021,614,1048)
playing-cards-icon xyxy=(155,242,215,292)
property-list: 338 Acres in tussock, R.S. 27925, 27930. xyxy=(499,1092,614,1110)
paragraph: As no margin is allowed for risk of kind, orders at these prices will be for CASH ONLY. Several large shipments of Autumn and Winter Tweeds and Fancy Coatings just received. xyxy=(251,525,367,579)
paragraph: PRIVATE DISPENSARY, Westminster Chambers, 36, Lambton Quay, Wellington, opposite S. C. Clothing Factory. Established for the Scientific and Speedy Cure of Chronic, Nervous, and Special Diseases. Dr Speer is a regular Graduated Physician, educated at Harvard College, U.S. He has devoted a lifetime to, and is acknowledged to be, the most expert Physician in his specialty in the United States. Young men and Middle-aged Men, who suffer from Nervous and Physical Debility, Loss of Energy and Memory, Eruptions on the Face, Mental Depression, Kidney and Bladder Troubles, Neuralgia, Rheumatism, Sciatica, Salt Rheum, Pimples, Fits, Spinal Disease, Lost Vitality, Liver Complaint, Asthma, Catarrh, Heart Disease, Gravel, Piles, &c., and are tired of taking medicine without relief, should come and try the Doctor's method of cure. Hours: 10 a.m. to 12 noon, 2 p.m. to 5 p.m., and 7 to 8 p.m. Consultation free. All Medicines necessary for a cure supplied. xyxy=(251,998,367,1259)
ad-subheading: THE LITTLE SHOP (Next Mr Ranger's) xyxy=(259,137,359,155)
ad-signature: E. O. BROWN, Manager. xyxy=(267,961,351,970)
paragraph: Ladies' Silver Levers, crystal fronts, L3 10s — retail price L6 6s; Gents' Splendid English Hunting Levers, every known improvement, L3 15s; Gents' Silver Keyless Levers, L4 15s; Ladies' Gold Levers, L10; Gents' Gold Levers from L12 10s upwards. Also our Marvellous Railway Timekeepers, Gents' Silver Keyless Levers, L5 5s. Jewellery at maker's prices. xyxy=(4,476,119,575)
col1-heading: FINEST ENGLISH WATCHES AND JEWELLERY. xyxy=(22,200,100,227)
imprint: Printed and Published by the Ashburton Guardian Company (Limited), at their Steam Printing Office, Burnett street, Ashburton. xyxy=(870,1329,987,1365)
col1-line: VALUE U P ECCENTED, xyxy=(9,82,114,91)
district-heading: MITCHAM— xyxy=(533,1205,580,1214)
svg-text:♠: ♠ xyxy=(177,253,184,267)
district-heading: SHEPHERD'S BUSH— xyxy=(517,899,596,908)
paragraph: To be held on the RACECOURSE, ASHBURTON, On WEDNESDAY, AUGUST 18, 1886. xyxy=(127,671,243,698)
ad-heading: THE WIZARD OF THE NORTH'S CHANGEABLE PACK OF CARDS xyxy=(128,470,243,497)
paragraph: Visitors to Dunedin are invited to inspect the World-wide Renowned ENGLISH WATCHES manufactured by STEWART DAWSON and Co., Liverpool, England, and imported by them direct from their factory to their New Zealand Branch, 34 Princes street, Dunedin. The success which has attended the sale of these unrivalled Watches throughout every part of New Zealand and Australia is beyond precedent in the history of watch-making; results which speak in trumpet tones the quality of their watches and the advantages of the system — a new system of dealing direct with the public, saving them three intermediate profits, over cent per cent in the price of every watch. Every intending buyer is cordially invited to visit their Establishment, 34 Princes street, and inspect all S. D. and Co.'s manufactures, and judge of the extraordinary value they offer. Every Watch fully guaranteed and supplied on a week's free trial. xyxy=(4,240,119,474)
masthead xyxy=(0,0,1114,24)
columns xyxy=(0,26,1114,1427)
ad-heading: RANGIORA NURSERY. xyxy=(137,69,234,79)
property-list: 50 Acres in tussock, good Land, R.S. 32314. xyxy=(499,990,614,1008)
ad-address: ASHEL STREET, CHRISTCHURCH. xyxy=(277,930,341,948)
